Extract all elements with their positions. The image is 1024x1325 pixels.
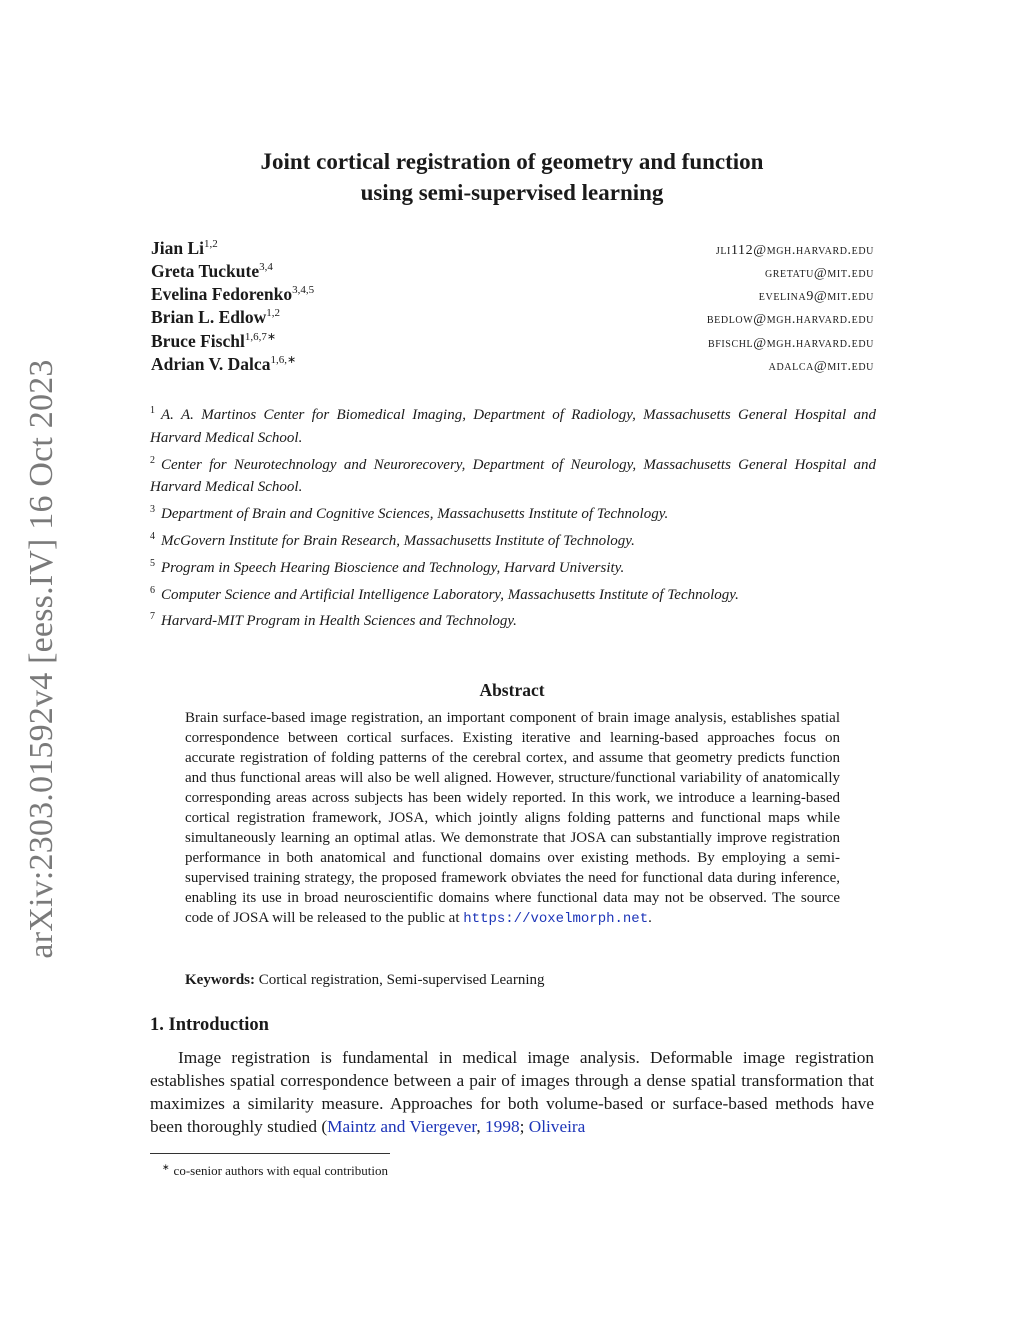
author-email[interactable]: gretatu@mit.edu — [764, 266, 874, 281]
affiliation-item: $^2$ Center for Neurotechnology and Neurorecovery, Department of Neurology, Massachusetts General Hospital and Harvard Medical School. — [150, 454, 876, 496]
footnote: ∗ co-senior authors with equal contribution — [162, 1162, 388, 1178]
author-row — [151, 307, 874, 330]
author-affil-sup: 1,6,∗ — [270, 354, 297, 366]
citation-link[interactable]: Maintz and Viergever — [327, 1117, 477, 1136]
arxiv-identifier: arXiv:2303.01592v4 [eess.IV] 16 Oct 2023 — [23, 359, 60, 959]
affiliation-item: $^6$ Computer Science and Artificial Intelligence Laboratory, Massachusetts Institute of Technology. — [150, 584, 739, 603]
author-row — [151, 284, 874, 307]
author-affil-sup: 3,4,5 — [292, 284, 315, 296]
source-code-link[interactable]: https://voxelmorph.net — [463, 911, 649, 927]
keywords-text: Cortical registration, Semi-supervised Learning — [258, 972, 545, 988]
title-line-2: using semi-supervised learning — [360, 180, 664, 205]
citation-year-link[interactable]: 1998 — [485, 1117, 520, 1136]
author-name: Bruce Fischl$^{1,6,7∗}$ — [151, 331, 277, 351]
affiliation-list — [150, 400, 876, 633]
author-row — [151, 330, 874, 353]
title-line-1: Joint cortical registration of geometry and function — [260, 149, 764, 174]
author-name: Evelina Fedorenko$^{3,4,5}$ — [151, 284, 315, 304]
author-email[interactable]: bfischl@mgh.harvard.edu — [707, 336, 874, 351]
section-heading-introduction: 1. Introduction — [150, 1015, 269, 1035]
author-name: Greta Tuckute$^{3,4}$ — [151, 261, 273, 281]
author-affil-sup: 1,6,7∗ — [244, 331, 277, 343]
affiliation-item: $^7$ Harvard-MIT Program in Health Sciences and Technology. — [150, 611, 517, 630]
author-row — [151, 261, 874, 284]
citation-link[interactable]: Oliveira — [528, 1117, 586, 1136]
affiliation-item: $^3$ Department of Brain and Cognitive Sciences, Massachusetts Institute of Technology. — [150, 504, 669, 523]
abstract-body: Brain surface-based image registration, an important component of brain image analysis, establishes spatial correspondence between cortical surfaces. Existing iterative and learning-based approaches focus on accurate registration of folding patterns of the cerebral cortex, and assume that geometry predicts function and thus functional areas will also be well aligned. However, structure/functional variability of anatomically corresponding areas across subjects has been widely reported. In this work, we introduce a learning-based cortical registration framework, JOSA, which jointly aligns folding patterns and functional maps while simultaneously learning an optimal atlas. We demonstrate that JOSA can substantially improve registration performance in both anatomical and functional domains over existing methods. By employing a semi-supervised training strategy, the proposed framework obviates the need for functional data during inference, enabling its use in broad neuroscientific domains where functional data may not be observed. The source code of JOSA will be released to the public at https://voxelmorph.net. — [185, 710, 840, 927]
author-email[interactable]: jli112@mgh.harvard.edu — [715, 243, 874, 258]
keywords-label: Keywords: — [185, 972, 255, 988]
author-list — [151, 238, 874, 376]
author-row — [151, 353, 874, 376]
author-email[interactable]: bedlow@mgh.harvard.edu — [706, 312, 874, 327]
paper-title — [150, 146, 874, 208]
keywords — [185, 970, 840, 990]
author-email[interactable]: adalca@mit.edu — [768, 359, 874, 374]
author-name: Brian L. Edlow$^{1,2}$ — [151, 307, 280, 327]
affiliation-item: $^5$ Program in Speech Hearing Bioscience and Technology, Harvard University. — [150, 557, 625, 576]
abstract-heading: Abstract — [479, 680, 545, 700]
footnote-rule — [150, 1153, 390, 1154]
affiliation-item: $^4$ McGovern Institute for Brain Research, Massachusetts Institute of Technology. — [150, 530, 635, 549]
author-name: Adrian V. Dalca$^{1,6,∗}$ — [151, 354, 297, 374]
affiliation-item: $^1$ A. A. Martinos Center for Biomedical Imaging, Department of Radiology, Massachusetts General Hospital and Harvard Medical School. — [150, 405, 876, 446]
author-affil-sup: 3,4 — [259, 261, 273, 273]
author-row — [151, 238, 874, 261]
introduction-paragraph: Image registration is fundamental in medical image analysis. Deformable image registration establishes spatial correspondence between a pair of images through a dense spatial transformation that maximizes a similarity measure. Approaches for both volume-based or surface-based methods have been thoroughly studied (Maintz and Viergever, 1998; Oliveira — [150, 1048, 874, 1136]
footnote-mark: ∗ — [162, 1162, 170, 1172]
author-name: Jian Li$^{1,2}$ — [151, 238, 218, 258]
author-affil-sup: 1,2 — [266, 307, 280, 319]
author-email[interactable]: evelina9@mit.edu — [758, 289, 874, 304]
author-affil-sup: 1,2 — [204, 238, 218, 250]
